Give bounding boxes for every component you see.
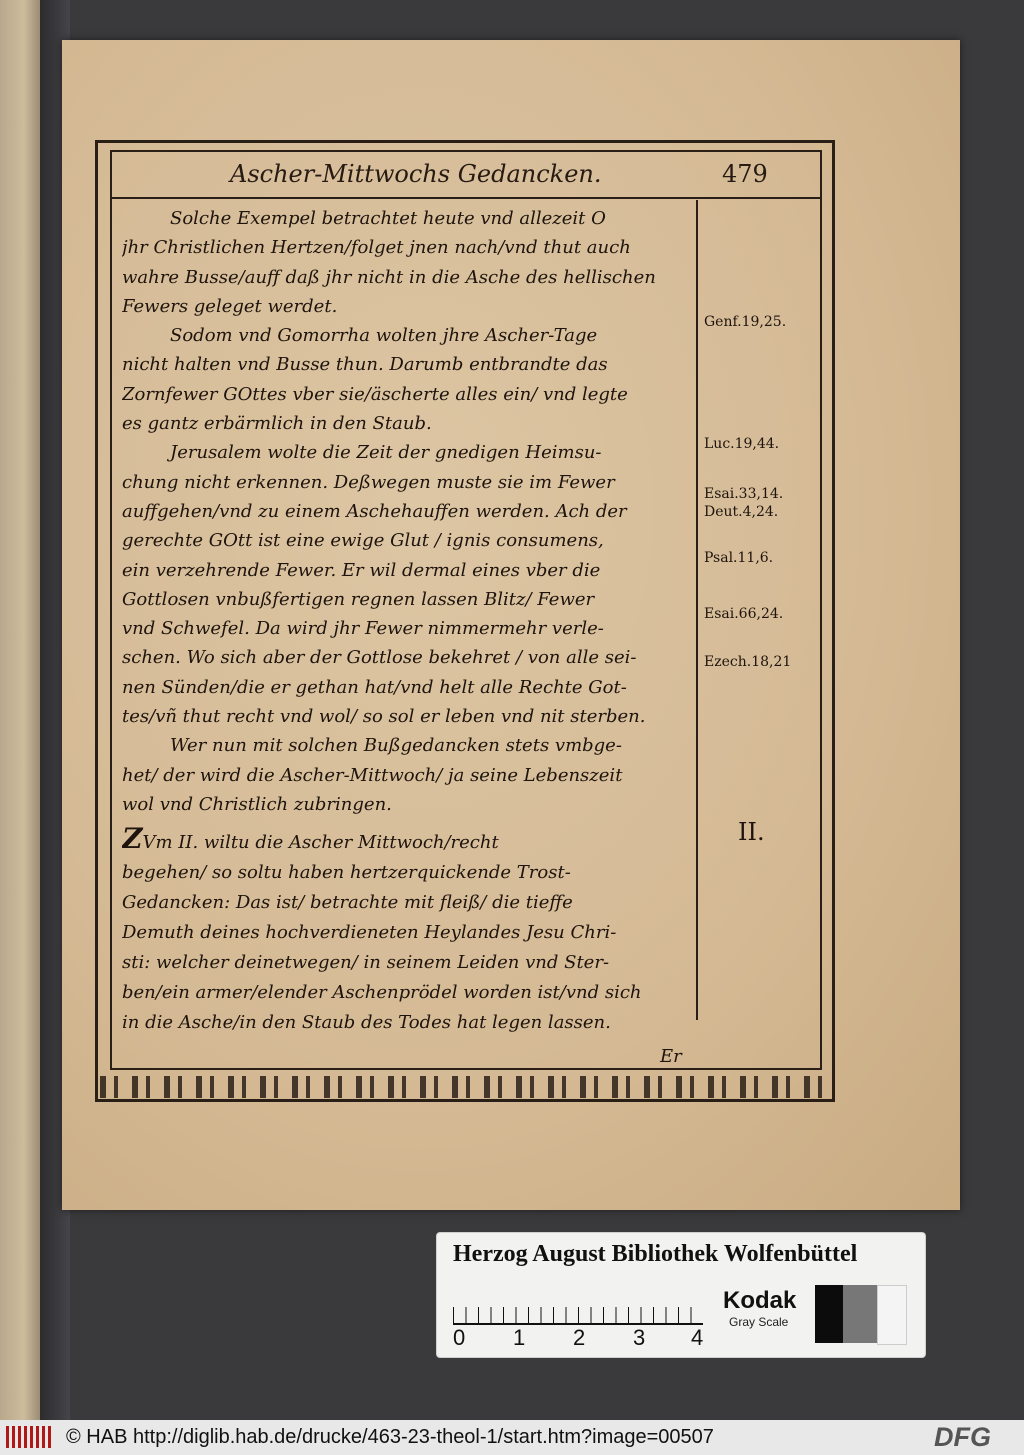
text-line: ben/ein armer/elender Aschenprödel worden ist/vnd sich	[122, 982, 642, 1003]
section-number: II.	[738, 818, 765, 846]
text-line: schen. Wo sich aber der Gottlose bekehret / von alle sei-	[122, 647, 637, 669]
catchword: Er	[660, 1046, 682, 1067]
margin-note: Ezech.18,21	[704, 654, 792, 670]
text-line: auffgehen/vnd zu einem Aschehauffen werden. Ach der	[122, 500, 627, 522]
text-line: Vm II. wiltu die Ascher Mittwoch/recht	[142, 832, 499, 853]
text-line: het/ der wird die Ascher-Mittwoch/ ja seine Lebenszeit	[122, 764, 623, 786]
ruler-number: 2	[573, 1325, 586, 1350]
ruler-number: 1	[513, 1325, 526, 1350]
text-line: Gottlosen vnbußfertigen regnen lassen Blitz/ Fewer	[122, 588, 595, 610]
text-line: sti: welcher deinetwegen/ in seinem Leiden vnd Ster-	[122, 952, 610, 973]
ruler-number: 0	[453, 1325, 466, 1350]
footer-bar	[0, 1420, 1024, 1455]
previous-page-edge	[0, 0, 40, 1420]
kodak-gray-scale-card	[436, 1232, 926, 1358]
margin-column-rule	[696, 200, 698, 1020]
text-line: wol vnd Christlich zubringen.	[122, 793, 392, 815]
library-title: Herzog August Bibliothek Wolfenbüttel	[453, 1241, 858, 1267]
white-swatch	[877, 1285, 907, 1345]
gray-scale-label: Gray Scale	[729, 1315, 789, 1329]
margin-note: Esai.66,24.	[704, 606, 784, 622]
text-line: gerechte GOtt ist eine ewige Glut / ignis consumens,	[122, 530, 604, 552]
ornamental-border	[100, 1076, 830, 1098]
margin-note: Genf.19,25.	[704, 314, 787, 330]
dfg-logo: DFG	[934, 1422, 991, 1452]
text-line: tes/vñ thut recht vnd wol/ so sol er leben vnd nit sterben.	[122, 706, 646, 728]
black-swatch	[815, 1285, 843, 1343]
text-line: nen Sünden/die er gethan hat/vnd helt alle Rechte Got-	[122, 676, 627, 698]
hab-logo-icon	[6, 1426, 54, 1448]
text-line: Wer nun mit solchen Bußgedancken stets vmbge-	[170, 735, 622, 757]
text-line: Sodom vnd Gomorrha wolten jhre Ascher-Tage	[170, 325, 598, 347]
margin-note: Psal.11,6.	[704, 550, 774, 566]
text-line: vnd Schwefel. Da wird jhr Fewer nimmermehr verle-	[122, 618, 604, 640]
text-line: chung nicht erkennen. Deßwegen muste sie im Fewer	[122, 471, 615, 493]
text-line: Solche Exempel betrachtet heute vnd allezeit O	[170, 208, 606, 229]
header-rule	[112, 197, 820, 199]
text-line: nicht halten vnd Busse thun. Darumb entbrandte das	[122, 354, 608, 376]
section-two-text	[122, 824, 694, 1038]
margin-note: Luc.19,44.	[704, 436, 780, 452]
ruler-number: 3	[633, 1325, 646, 1350]
text-line: Fewers geleget werdet.	[122, 295, 338, 317]
text-line: Jerusalem wolte die Zeit der gnedigen Heimsu-	[170, 442, 602, 464]
kodak-logo: Kodak	[723, 1287, 797, 1314]
text-line: Demuth deines hochverdieneten Heylandes Jesu Chri-	[122, 922, 617, 943]
drop-initial: Z	[122, 824, 143, 855]
text-line: Gedancken: Das ist/ betrachte mit fleiß/ die tieffe	[122, 892, 573, 913]
footer-link[interactable]: © HAB http://diglib.hab.de/drucke/463-23-theol-1/start.htm?image=00507	[66, 1426, 714, 1448]
main-text	[122, 204, 694, 819]
measurement-ruler	[453, 1285, 703, 1325]
page-number: 479	[722, 160, 768, 188]
text-line: jhr Christlichen Hertzen/folget jnen nach/vnd thut auch	[122, 237, 631, 259]
ruler-number: 4	[691, 1325, 704, 1350]
text-line: es gantz erbärmlich in den Staub.	[122, 413, 432, 435]
text-line: begehen/ so soltu haben hertzerquickende Trost-	[122, 862, 571, 883]
margin-note: Esai.33,14.	[704, 486, 784, 502]
margin-note: Deut.4,24.	[704, 504, 779, 520]
text-line: ein verzehrende Fewer. Er wil dermal eines vber die	[122, 559, 601, 581]
running-head: Ascher-Mittwochs Gedancken.	[230, 160, 602, 188]
text-line: Zornfewer GOttes vber sie/äscherte alles ein/ vnd legte	[122, 383, 628, 405]
text-line: in die Asche/in den Staub des Todes hat legen lassen.	[122, 1012, 611, 1033]
text-line: wahre Busse/auff daß jhr nicht in die Asche des hellischen	[122, 266, 656, 288]
gray-swatch	[843, 1285, 877, 1343]
